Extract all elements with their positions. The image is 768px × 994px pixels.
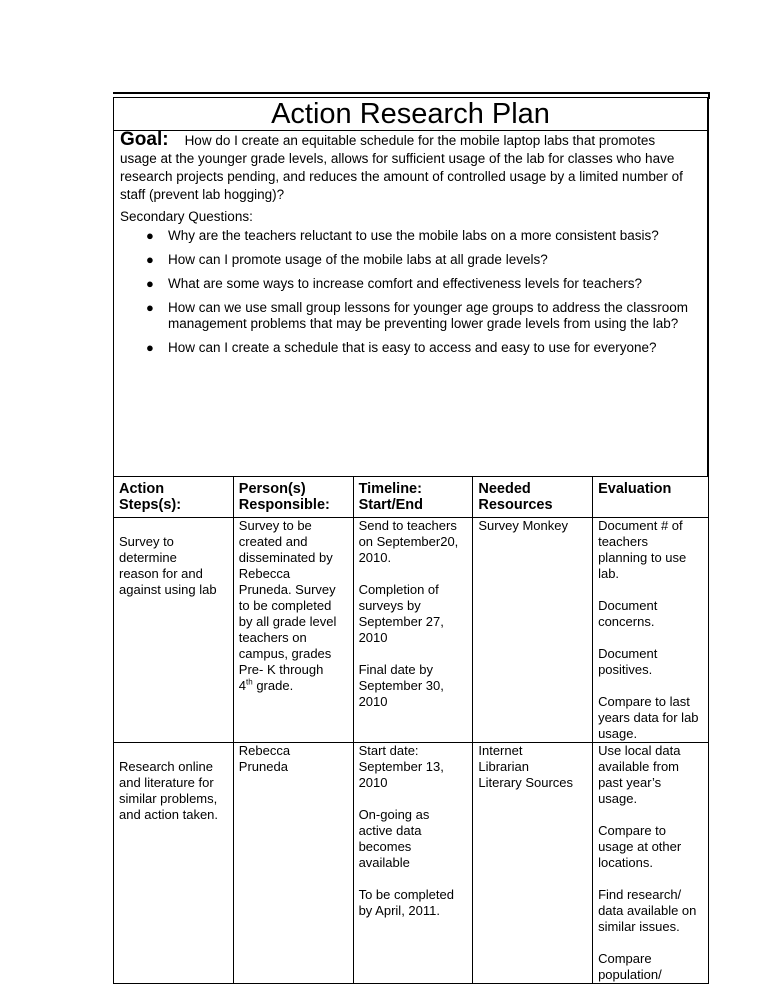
cell-text-line: 2010.	[358, 550, 392, 565]
question-item	[146, 276, 707, 292]
cell-text-line: by April, 2011.	[358, 903, 440, 918]
cell-text-line: 2010	[358, 694, 388, 709]
cell-text-line: Start date:	[358, 743, 419, 758]
cell-timeline	[353, 743, 473, 984]
goal-text-line: staff (prevent lab hogging)?	[120, 187, 285, 202]
bullet-icon: ●	[146, 340, 154, 355]
question-text: management problems that may be preventing lower grade levels from using the lab?	[168, 316, 679, 331]
question-text: What are some ways to increase comfort and effectiveness levels for teachers?	[168, 276, 642, 291]
cell-resources	[473, 743, 593, 984]
cell-text-line	[598, 871, 703, 887]
cell-text-line: available	[358, 855, 410, 870]
question-text: Why are the teachers reluctant to use the mobile labs on a more consistent basis?	[168, 228, 659, 243]
cell-text-line: reason for and	[119, 566, 203, 581]
cell-text-line: Compare to	[598, 823, 666, 838]
cell-text-line: active data	[358, 823, 422, 838]
cell-text-line: similar problems,	[119, 791, 218, 806]
table-header-row	[114, 477, 709, 518]
cell-text-line: available from	[598, 759, 680, 774]
cell-text-line: similar issues.	[598, 919, 680, 934]
title-box	[113, 97, 709, 131]
header-timeline: Timeline: Start/End	[353, 477, 473, 518]
cell-text-line: past year’s	[598, 775, 662, 790]
goal-text-line: How do I create an equitable schedule for the mobile laptop labs that promotes	[184, 133, 656, 148]
cell-text-line: Survey to	[119, 534, 174, 549]
cell-text-line: locations.	[598, 855, 653, 870]
bullet-icon: ●	[146, 276, 154, 291]
cell-resources	[473, 518, 593, 743]
cell-text-line: lab.	[598, 566, 620, 581]
cell-text-line: campus, grades	[238, 646, 332, 661]
goal-section	[113, 130, 709, 477]
cell-text-line: Compare	[598, 951, 652, 966]
cell-text-line	[359, 791, 468, 807]
cell-text-line: becomes	[358, 839, 412, 854]
cell-text-line: Rebecca	[238, 743, 291, 758]
cell-text-line: September 13,	[358, 759, 444, 774]
goal-text-line: usage at the younger grade levels, allows for sufficient usage of the lab for classes who have	[120, 151, 675, 166]
bullet-icon: ●	[146, 300, 154, 315]
question-text: How can we use small group lessons for younger age groups to address the classroom	[168, 300, 689, 315]
cell-text-line: Pruneda. Survey	[238, 582, 336, 597]
cell-text-line: Document	[598, 646, 658, 661]
bullet-icon: ●	[146, 252, 154, 267]
cell-action	[114, 518, 234, 743]
action-steps-table	[113, 476, 709, 984]
cell-text-line: Pre- K through	[238, 662, 324, 677]
question-text: How can I promote usage of the mobile labs at all grade levels?	[168, 252, 548, 267]
cell-text-line: usage.	[598, 726, 638, 741]
cell-text-line	[119, 518, 228, 534]
cell-text-line: Rebecca	[238, 566, 291, 581]
cell-text-line: and literature for	[119, 775, 214, 790]
secondary-questions-heading: Secondary Questions:	[120, 209, 253, 224]
cell-person	[233, 518, 353, 743]
header-persons-responsible: Person(s) Responsible:	[233, 477, 353, 518]
cell-text-line	[598, 935, 703, 951]
cell-text-line	[359, 566, 468, 582]
question-text: How can I create a schedule that is easy to access and easy to use for everyone?	[168, 340, 657, 355]
person-last-line: 4th grade.	[238, 677, 294, 693]
cell-text-line: surveys by	[358, 598, 421, 613]
cell-text-line: Send to teachers	[358, 518, 457, 533]
cell-text-line: On-going as	[358, 807, 430, 822]
cell-text-line	[359, 871, 468, 887]
cell-text-line	[598, 678, 703, 694]
cell-text-line: September 30,	[358, 678, 444, 693]
cell-text-line	[119, 743, 228, 759]
cell-text-line: years data for lab	[598, 710, 699, 725]
cell-text-line: planning to use	[598, 550, 687, 565]
cell-text-line	[598, 630, 703, 646]
cell-text-line	[598, 582, 703, 598]
cell-text-line: To be completed	[358, 887, 454, 902]
cell-text-line: Librarian	[478, 759, 529, 774]
cell-text-line: positives.	[598, 662, 653, 677]
cell-text-line: on September20,	[358, 534, 459, 549]
cell-text-line: data available on	[598, 903, 697, 918]
header-evaluation: Evaluation	[593, 477, 709, 518]
cell-text-line: Completion of	[358, 582, 439, 597]
cell-text-line: September 27,	[358, 614, 444, 629]
goal-label: Goal:	[120, 129, 169, 150]
goal-text-line: research projects pending, and reduces the amount of controlled usage by a limited number of	[120, 169, 683, 184]
cell-text-line: against using lab	[119, 582, 217, 597]
cell-timeline	[353, 518, 473, 743]
cell-person	[233, 743, 353, 984]
cell-text-line: 2010	[358, 630, 388, 645]
cell-text-line: Document # of	[598, 518, 683, 533]
question-item	[146, 228, 707, 244]
secondary-questions-list	[114, 228, 707, 356]
header-needed-resources: Needed Resources	[473, 477, 593, 518]
question-item	[146, 340, 707, 356]
question-item	[146, 252, 707, 268]
cell-text-line: Document	[598, 598, 658, 613]
table-row	[114, 518, 709, 743]
header-action-steps: Action Steps(s):	[114, 477, 234, 518]
cell-evaluation	[593, 518, 709, 743]
cell-text-line: Research online	[119, 759, 213, 774]
cell-evaluation	[593, 743, 709, 984]
cell-text-line: 2010	[358, 775, 388, 790]
bullet-icon: ●	[146, 228, 154, 243]
cell-text-line: usage at other	[598, 839, 682, 854]
cell-text-line: Literary Sources	[478, 775, 574, 790]
cell-text-line: created and	[238, 534, 308, 549]
cell-text-line: Survey Monkey	[478, 518, 568, 533]
goal-line-1	[114, 130, 707, 149]
table-row	[114, 743, 709, 984]
cell-text-line: Use local data	[598, 743, 681, 758]
page-title: Action Research Plan	[271, 98, 550, 130]
cell-action	[114, 743, 234, 984]
cell-text-line: Final date by	[358, 662, 433, 677]
cell-text-line: population/	[598, 967, 662, 982]
cell-text-line: concerns.	[598, 614, 655, 629]
question-item	[146, 300, 707, 332]
cell-text-line	[359, 646, 468, 662]
cell-text-line: teachers on	[238, 630, 307, 645]
cell-text-line: Internet	[478, 743, 523, 758]
cell-text-line: and action taken.	[119, 807, 219, 822]
cell-text-line: by all grade level	[238, 614, 337, 629]
cell-text-line: Find research/	[598, 887, 682, 902]
cell-text-line: disseminated by	[238, 550, 333, 565]
cell-text-line: to be completed	[238, 598, 332, 613]
cell-text-line: teachers	[598, 534, 648, 549]
cell-text-line: usage.	[598, 791, 638, 806]
cell-text-line: Survey to be	[238, 518, 312, 533]
cell-text-line	[598, 807, 703, 823]
cell-text-line: Pruneda	[238, 759, 288, 774]
cell-text-line: Compare to last	[598, 694, 690, 709]
cell-text-line: determine	[119, 550, 177, 565]
